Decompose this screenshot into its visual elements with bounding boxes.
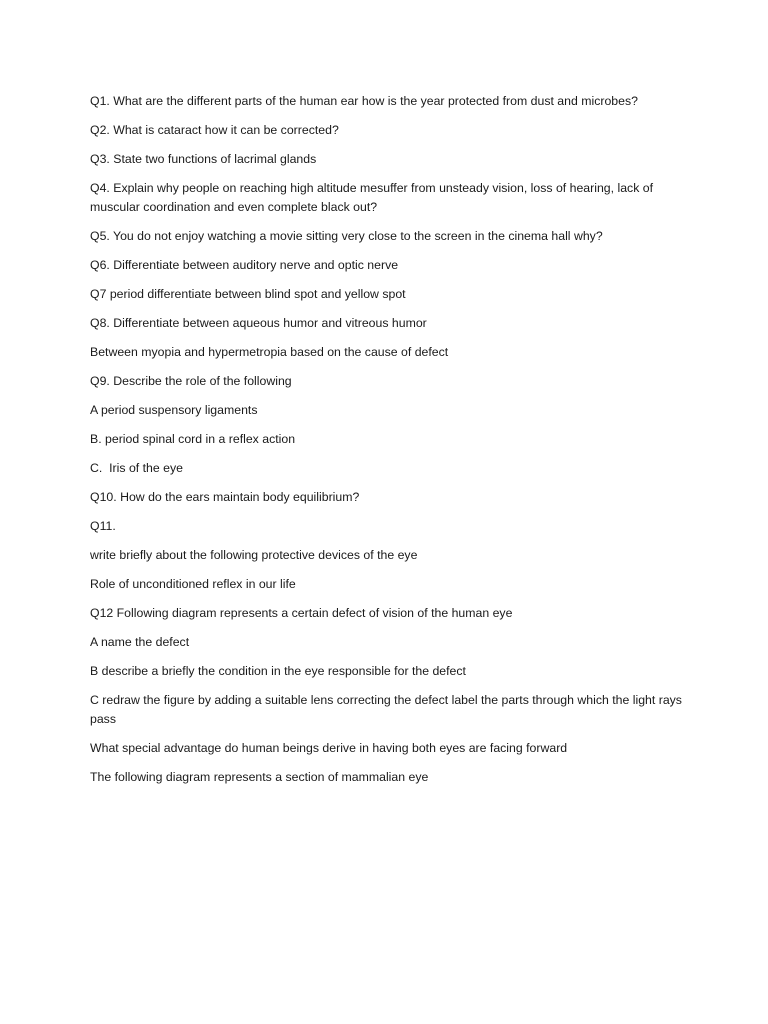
question-q2: Q2. What is cataract how it can be corrected? [90,123,339,137]
question-q5: Q5. You do not enjoy watching a movie sitting very close to the screen in the cinema hall why? [90,229,603,243]
question-q9-a: A period suspensory ligaments [90,403,258,417]
question-q12: Q12 Following diagram represents a certain defect of vision of the human eye [90,606,513,620]
question-q11-b: Role of unconditioned reflex in our life [90,577,296,591]
question-q11: Q11. [90,519,116,533]
question-q8-subpart: Between myopia and hypermetropia based on the cause of defect [90,345,449,359]
question-q4: Q4. Explain why people on reaching high altitude mesuffer from unsteady vision, loss of hearing, lack of muscular coordination and even complete black out? [90,181,657,214]
question-q11-a: write briefly about the following protective devices of the eye [90,548,418,562]
question-q12-a: A name the defect [90,635,190,649]
question-q9: Q9. Describe the role of the following [90,374,292,388]
question-q7: Q7 period differentiate between blind spot and yellow spot [90,287,406,301]
question-q12-b: B describe a briefly the condition in the eye responsible for the defect [90,664,466,678]
document-page [90,92,690,797]
question-q9-b: B. period spinal cord in a reflex action [90,432,296,446]
question-q6: Q6. Differentiate between auditory nerve and optic nerve [90,258,399,272]
question-q1: Q1. What are the different parts of the human ear how is the year protected from dust and microbes? [90,94,638,108]
question-mammalian-eye: The following diagram represents a section of mammalian eye [90,770,429,784]
question-q9-c: C. Iris of the eye [90,461,183,475]
question-q3: Q3. State two functions of lacrimal glands [90,152,317,166]
question-q10: Q10. How do the ears maintain body equilibrium? [90,490,360,504]
question-binocular-vision: What special advantage do human beings derive in having both eyes are facing forward [90,741,568,755]
question-q12-c: C redraw the figure by adding a suitable lens correcting the defect label the parts through which the light rays pass [90,693,686,726]
question-q8: Q8. Differentiate between aqueous humor and vitreous humor [90,316,427,330]
